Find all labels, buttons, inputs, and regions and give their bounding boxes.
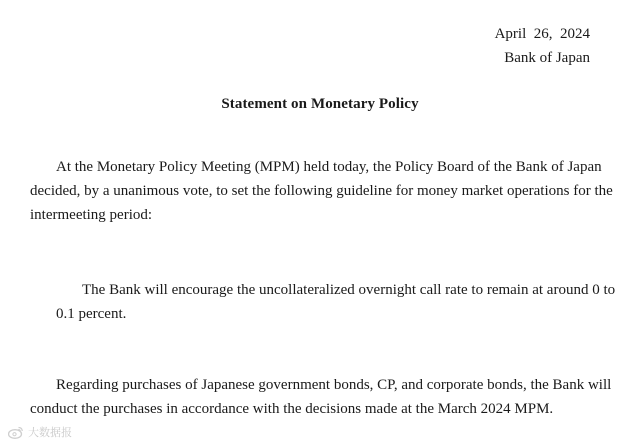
watermark-text: 大数据报 xyxy=(28,426,72,439)
paragraph-guideline-decision xyxy=(30,155,613,227)
paragraph-line: 0.1 percent. xyxy=(56,306,127,322)
paragraph-line: conduct the purchases in accordance with the decisions made at the March 2024 MPM. xyxy=(30,401,554,417)
statement-date: April 26, 2024 xyxy=(494,26,590,42)
paragraph-line: Regarding purchases of Japanese government bonds, CP, and corporate bonds, the Bank will xyxy=(56,377,612,393)
paragraph-line: intermeeting period: xyxy=(30,207,153,223)
document-header xyxy=(495,22,590,70)
weibo-logo-icon xyxy=(8,425,24,439)
paragraph-line: The Bank will encourage the uncollateralized overnight call rate to remain at around 0 to xyxy=(82,282,616,298)
paragraph-line: At the Monetary Policy Meeting (MPM) held today, the Policy Board of the Bank of Japan xyxy=(56,159,602,175)
issuer-name: Bank of Japan xyxy=(504,50,590,66)
document-title: Statement on Monetary Policy xyxy=(221,96,419,112)
paragraph-line: decided, by a unanimous vote, to set the following guideline for money market operations for the xyxy=(30,183,613,199)
paragraph-bond-purchases xyxy=(30,373,612,421)
paragraph-call-rate xyxy=(56,278,616,326)
watermark xyxy=(8,424,72,440)
